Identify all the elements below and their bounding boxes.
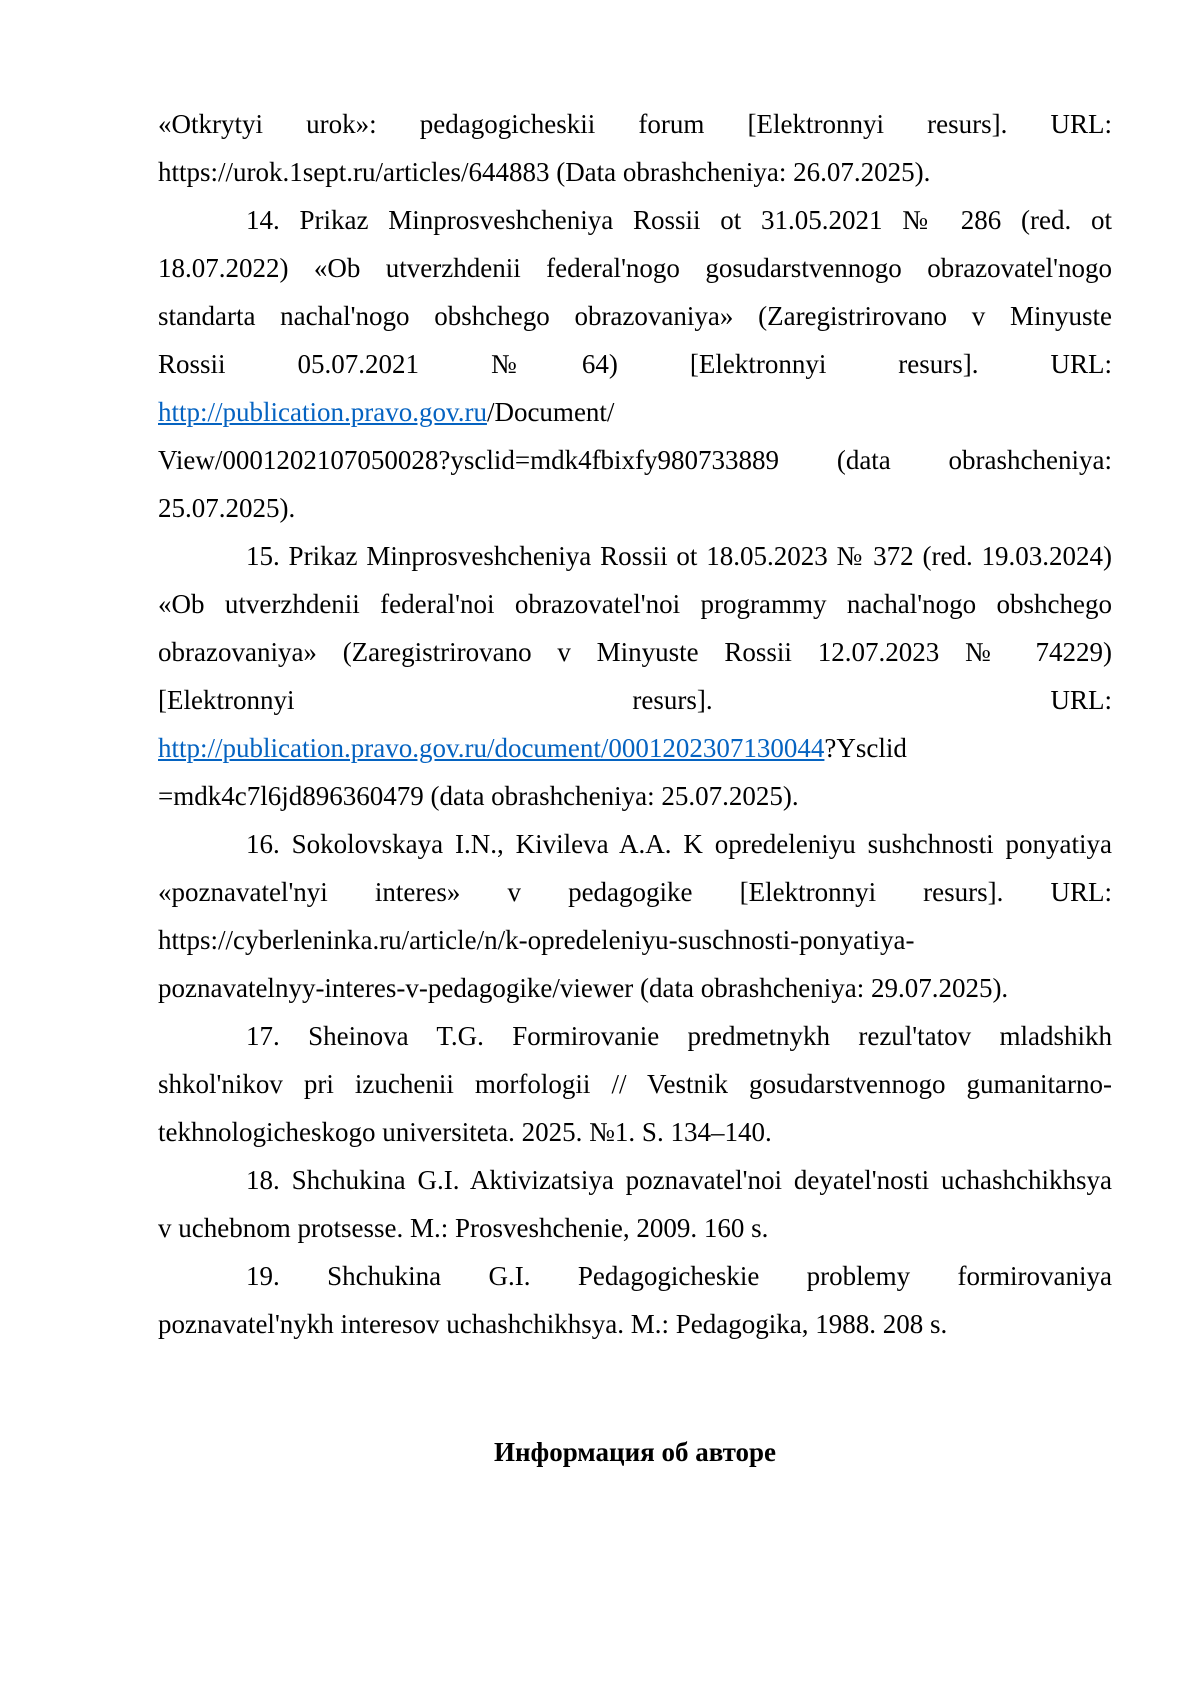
reference-line	[158, 1156, 1112, 1204]
text-run: shkol'nikov pri izuchenii morfologii // Vestnik gosudarstvennogo gumanitarno-	[158, 1069, 1112, 1099]
text-run: v uchebnom protsesse. M.: Prosveshchenie, 2009. 160 s.	[158, 1213, 769, 1243]
text-run: https://urok.1sept.ru/articles/644883 (Data obrashcheniya: 26.07.2025).	[158, 157, 931, 187]
reference-line	[158, 1012, 1112, 1060]
hyperlink[interactable]: http://publication.pravo.gov.ru/document/0001202307130044	[158, 733, 825, 763]
text-run: tekhnologicheskogo universiteta. 2025. №1. S. 134–140.	[158, 1117, 772, 1147]
reference-line	[158, 484, 1112, 532]
reference-line	[158, 820, 1112, 868]
text-run: [Elektronnyi resurs]. URL:	[158, 685, 1112, 715]
text-run: obrazovaniya» (Zaregistrirovano v Minyuste Rossii 12.07.2023 № 74229)	[158, 637, 1112, 667]
reference-line	[158, 1108, 1112, 1156]
text-run: 16. Sokolovskaya I.N., Kivileva A.A. K opredeleniyu sushchnosti ponyatiya	[246, 829, 1112, 859]
reference-line	[158, 676, 1112, 724]
text-run: 18.07.2022) «Ob utverzhdenii federal'nogo gosudarstvennogo obrazovatel'nogo	[158, 253, 1112, 283]
reference-line	[158, 724, 1112, 772]
reference-line	[158, 772, 1112, 820]
text-run: poznavatelnyy-interes-v-pedagogike/viewer (data obrashcheniya: 29.07.2025).	[158, 973, 1009, 1003]
text-run: ?Ysclid	[824, 733, 907, 763]
reference-line	[158, 1252, 1112, 1300]
text-run: https://cyberleninka.ru/article/n/k-opredeleniyu-suschnosti-ponyatiya-	[158, 925, 915, 955]
reference-line	[158, 1204, 1112, 1252]
reference-line	[158, 148, 1112, 196]
text-run: «Otkrytyi urok»: pedagogicheskii forum [Elektronnyi resurs]. URL:	[158, 109, 1112, 139]
text-run: «Ob utverzhdenii federal'noi obrazovatel'noi programmy nachal'nogo obshchego	[158, 589, 1112, 619]
text-run: 19. Shchukina G.I. Pedagogicheskie problemy formirovaniya	[246, 1261, 1112, 1291]
text-run: /Document/	[486, 397, 615, 427]
reference-line	[158, 436, 1112, 484]
reference-line	[158, 340, 1112, 388]
reference-line	[158, 388, 1112, 436]
text-run: =mdk4c7l6jd896360479 (data obrashcheniya: 25.07.2025).	[158, 781, 799, 811]
text-run: standarta nachal'nogo obshchego obrazovaniya» (Zaregistrirovano v Minyuste	[158, 301, 1112, 331]
text-run: Rossii 05.07.2021 №64) [Elektronnyi resurs]. URL:	[158, 349, 1112, 379]
text-run: 17. Sheinova T.G. Formirovanie predmetnykh rezul'tatov mladshikh	[246, 1021, 1112, 1051]
text-run: 15. Prikaz Minprosveshcheniya Rossii ot 18.05.2023 № 372 (red. 19.03.2024)	[246, 541, 1112, 571]
reference-line	[158, 1060, 1112, 1108]
reference-line	[158, 916, 1112, 964]
reference-line	[158, 964, 1112, 1012]
reference-line	[158, 244, 1112, 292]
section-heading: Информация об авторе	[493, 1437, 777, 1467]
hyperlink[interactable]: http://publication.pravo.gov.ru	[158, 397, 487, 427]
text-run: 14. Prikaz Minprosveshcheniya Rossii ot 31.05.2021 № 286 (red. ot	[246, 205, 1112, 235]
reference-line	[158, 532, 1112, 580]
reference-line	[158, 628, 1112, 676]
text-run: poznavatel'nykh interesov uchashchikhsya. M.: Pedagogika, 1988. 208 s.	[158, 1309, 948, 1339]
reference-line	[158, 100, 1112, 148]
reference-line	[158, 292, 1112, 340]
reference-line	[158, 868, 1112, 916]
text-run: 18. Shchukina G.I. Aktivizatsiya poznavatel'noi deyatel'nosti uchashchikhsya	[246, 1165, 1112, 1195]
reference-line	[158, 580, 1112, 628]
reference-line	[158, 1300, 1112, 1348]
references-list	[158, 100, 1112, 1348]
text-run: View/0001202107050028?ysclid=mdk4fbixfy980733889 (data obrashcheniya:	[158, 445, 1112, 475]
text-run: 25.07.2025).	[158, 493, 296, 523]
text-run: «poznavatel'nyi interes» v pedagogike [Elektronnyi resurs]. URL:	[158, 877, 1112, 907]
reference-line	[158, 196, 1112, 244]
